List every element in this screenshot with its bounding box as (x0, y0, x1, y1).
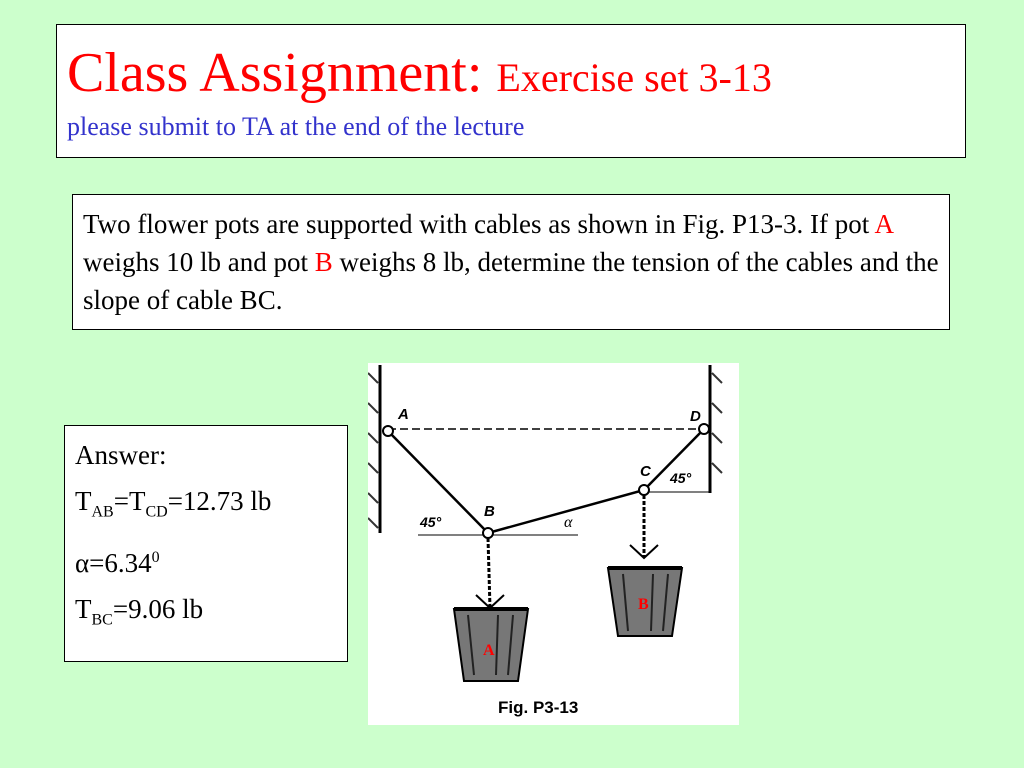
problem-text-1: Two flower pots are supported with cables as shown in Fig. P13-3. If pot (83, 209, 875, 239)
joint-b (483, 528, 493, 538)
label-point-b: B (484, 503, 495, 520)
left-wall (368, 363, 382, 725)
alpha-sup: 0 (151, 549, 160, 567)
pot-b-ref: B (314, 247, 333, 277)
pot-a-label: A (483, 642, 495, 659)
problem-text-2: weighs 10 lb and pot (83, 247, 315, 277)
tab-sub-ab: AB (91, 503, 114, 521)
label-point-d: D (690, 408, 701, 425)
problem-statement (72, 194, 950, 330)
tab-eq: =T (113, 486, 146, 516)
joint-a (383, 426, 393, 436)
tab-sub-cd: CD (145, 503, 168, 521)
alpha-symbol: α (75, 548, 90, 579)
alpha-value: =6.34 (89, 548, 152, 579)
pot-a-ref: A (874, 209, 893, 239)
tbc-sub: BC (91, 611, 113, 629)
chain-a (488, 538, 490, 608)
tbc-value: =9.06 lb (112, 594, 204, 625)
answer-box (64, 425, 348, 662)
tbc-t: T (75, 594, 92, 625)
answer-label: Answer: (75, 440, 167, 470)
label-angle-left: 45° (420, 514, 442, 530)
right-wall (710, 365, 722, 493)
figure-caption: Fig. P3-13 (498, 698, 579, 717)
figure-drawing (368, 363, 739, 725)
title-main-text: Class Assignment: (67, 42, 483, 104)
answer-tbc (75, 592, 337, 637)
slide-title (67, 43, 965, 108)
title-note: please submit to TA at the end of the lecture (67, 112, 525, 141)
pot-b (608, 545, 682, 636)
answer-alpha (75, 541, 337, 580)
tab-value: =12.73 lb (167, 486, 272, 516)
title-box (56, 24, 966, 158)
tab-t-1: T (75, 486, 92, 516)
label-alpha: α (564, 514, 573, 531)
problem-text-3: weighs 8 lb, determine the tension of the cables and the slope of cable BC. (83, 247, 939, 315)
joint-c (639, 485, 649, 495)
label-angle-right: 45° (670, 470, 692, 486)
answer-tab-tcd (75, 484, 337, 529)
pot-a (454, 595, 528, 681)
joint-d (699, 424, 709, 434)
figure-p3-13 (368, 363, 739, 725)
pot-b-label: B (638, 596, 649, 613)
title-subtitle: Exercise set 3-13 (496, 55, 772, 100)
label-point-c: C (640, 463, 651, 480)
label-point-a: A (398, 406, 409, 423)
